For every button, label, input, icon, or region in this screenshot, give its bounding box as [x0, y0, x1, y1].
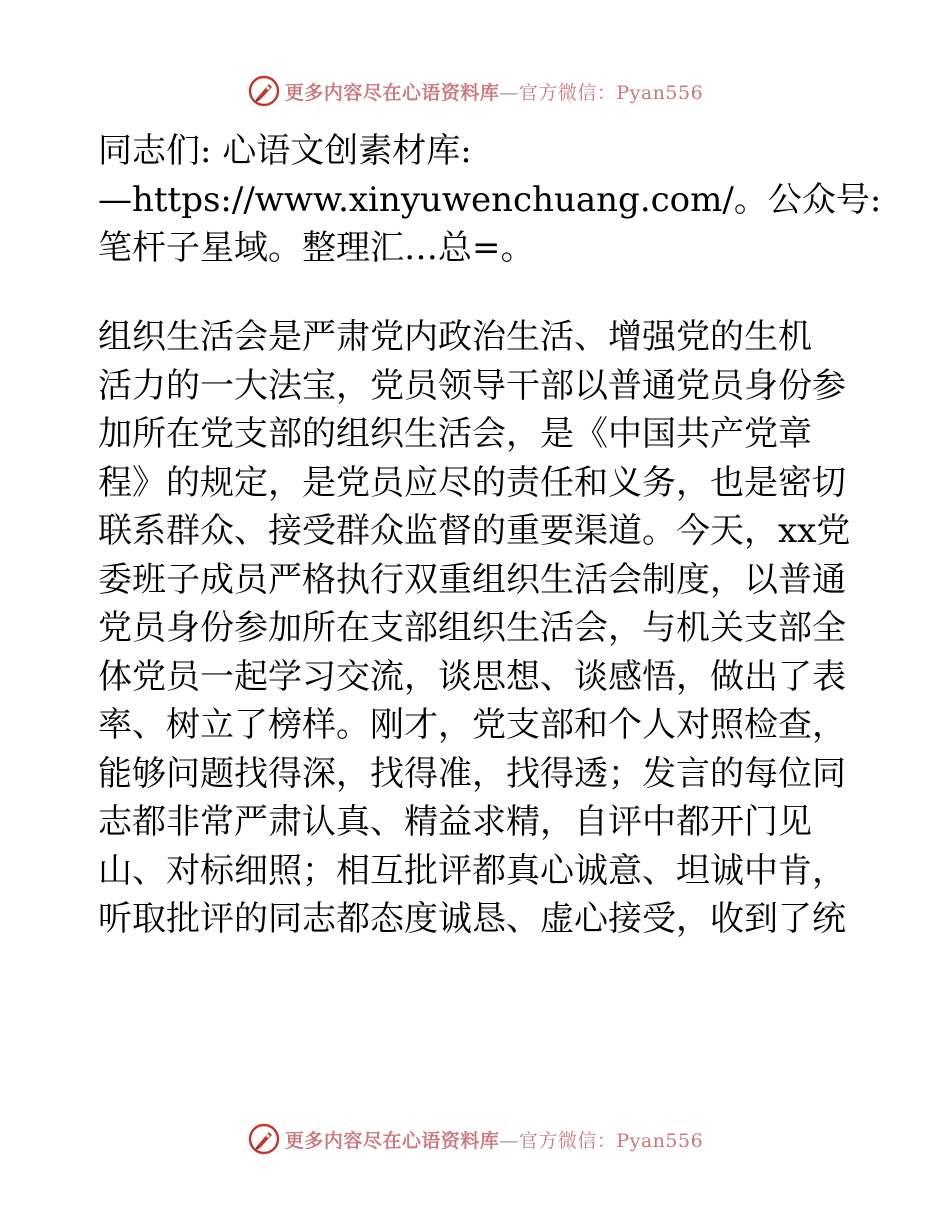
text-line: 党员身份参加所在支部组织生活会，与机关支部全	[98, 608, 846, 648]
text-line: 同志们: 心语文创素材库:	[98, 131, 472, 171]
text-line: 活力的一大法宝，党员领导干部以普通党员身份参	[98, 365, 846, 406]
main-paragraph	[98, 313, 868, 944]
banner-separator: —	[499, 81, 519, 104]
text-line: —https://www.xinyuwenchuang.com/。公众号:	[98, 179, 882, 220]
text-line: 委班子成员严格执行双重组织生活会制度，以普通	[98, 559, 846, 600]
text-line: 体党员一起学习交流，谈思想、谈感悟，做出了表	[98, 656, 846, 697]
text-line: 联系群众、接受群众监督的重要渠道。今天，xx党	[98, 511, 851, 551]
banner-wechat-text: 官方微信：Pyan556	[518, 81, 704, 104]
intro-block	[98, 127, 882, 273]
text-line: 组织生活会是严肃党内政治生活、增强党的生机	[98, 317, 812, 357]
text-line: 能够问题找得深，找得准，找得透；发言的每位同	[98, 753, 846, 794]
text-line: 加所在党支部的组织生活会，是《中国共产党章	[98, 414, 812, 454]
text-line: 志都非常严肃认真、精益求精，自评中都开门见	[98, 802, 812, 842]
pen-nib-circle-icon	[247, 1122, 281, 1156]
footer-banner	[0, 1119, 950, 1159]
text-line: 笔杆子星域。整理汇…总=。	[98, 228, 535, 268]
text-line: 率、树立了榜样。刚才，党支部和个人对照检查，	[98, 705, 846, 745]
text-line: 听取批评的同志都态度诚恳、虚心接受，收到了统	[98, 899, 846, 939]
text-line: 山、对标细照；相互批评都真心诚意、坦诚中肯，	[98, 850, 846, 891]
banner-text	[285, 78, 703, 105]
banner-main-text: 更多内容尽在心语资料库	[284, 81, 500, 104]
banner-separator: —	[499, 1129, 519, 1152]
banner-main-text: 更多内容尽在心语资料库	[284, 1129, 500, 1152]
pen-nib-circle-icon	[247, 74, 281, 108]
text-line: 程》的规定，是党员应尽的责任和义务，也是密切	[98, 462, 846, 503]
banner-wechat-text: 官方微信：Pyan556	[518, 1129, 704, 1152]
banner-text	[285, 1126, 703, 1153]
header-banner	[0, 71, 950, 111]
